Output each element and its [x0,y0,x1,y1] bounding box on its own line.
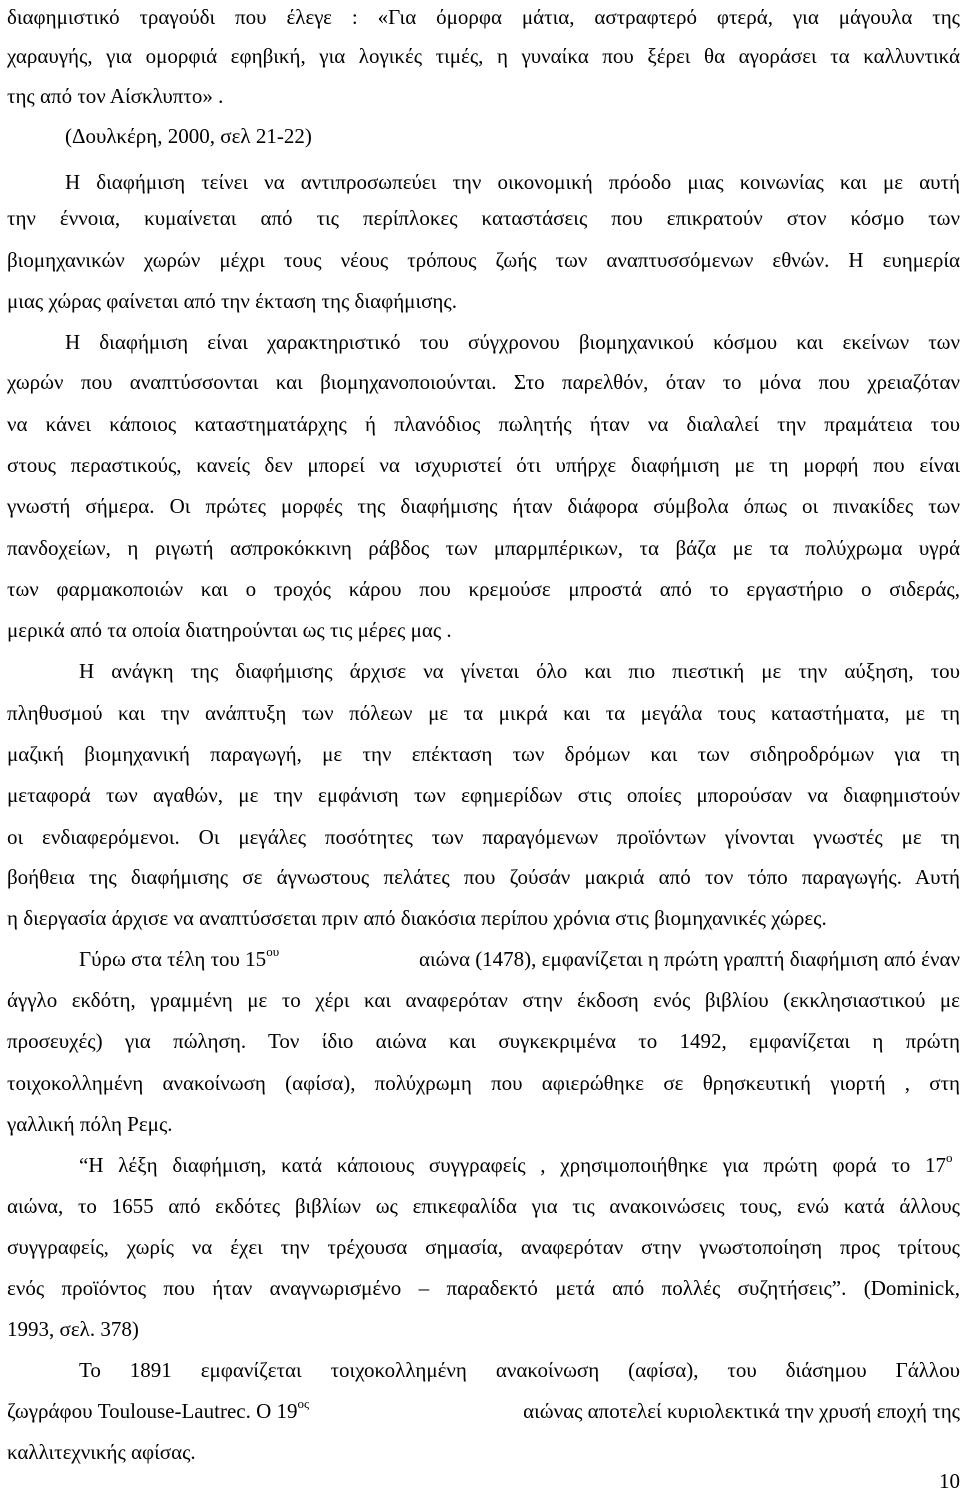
line-start: Γύρω στα τέλη του $15^{o\upsilon}$ [79,944,280,971]
text-line [7,1398,960,1424]
text-line: μερικά από τα οποία διατηρούνται ως τις μέρες μας . [7,618,452,642]
text-line: η διεργασία άρχισε να αναπτύσσεται πριν από διακόσια περίπου χρόνια στις βιομηχανικές χώρες. [7,906,827,930]
text-line: Η ανάγκη της διαφήμισης άρχισε να γίνεται όλο και πιο πιεστική με την αύξηση, του [79,659,960,683]
text-line: γνωστή σήμερα. Οι πρώτες μορφές της διαφήμισης ήταν διάφορα σύμβολα όπως οι πινακίδες των [7,494,960,518]
text-line: μιας χώρας φαίνεται από την έκταση της διαφήμισης. [7,289,457,313]
text-line: συγγραφείς, χωρίς να έχει την τρέχουσα σημασία, αναφερόταν στην γνωστοποίηση προς τρίτους [7,1235,960,1259]
text-line: Η διαφήμιση τείνει να αντιπροσωπεύει την οικονομική πρόοδο μιας κοινωνίας και με αυτή [65,170,960,194]
line-end: αιώνα (1478), εμφανίζεται η πρώτη γραπτή διαφήμιση από έναν [418,947,960,971]
page-number: 10 [939,1469,960,1493]
text-line: Το 1891 εμφανίζεται τοιχοκολλημένη ανακοίνωση (αφίσα), του διάσημου Γάλλου [79,1358,960,1382]
text-line: οι ενδιαφερόμενοι. Οι μεγάλες ποσότητες των παραγόμενων προϊόντων γίνονται γνωστές με τη [7,825,960,849]
text-line: να κάνει κάποιος καταστηματάρχης ή πλανόδιος πωλητής ήταν να διαλαλεί την πραμάτεια του [7,412,960,436]
superscript: ου [266,944,280,959]
text-line: την έννοια, κυμαίνεται από τις περίπλοκες καταστάσεις που επικρατούν στον κόσμο των [7,206,960,230]
text-line: μεταφορά των αγαθών, με την εμφάνιση των εφημερίδων στις οποίες μπορούσαν να διαφημιστούν [7,783,960,807]
text-line: τοιχοκολλημένη ανακοίνωση (αφίσα), πολύχρωμη που αφιερώθηκε σε θρησκευτική γιορτή , στη [7,1071,960,1095]
text-line: της από τον Αίσκλυπτο» . [7,84,224,108]
line-start: ζωγράφου Toulouse-Lautrec. Ο $19^{o\varsigma}$ [7,1396,310,1423]
text-line: μαζική βιομηχανική παραγωγή, με την επέκταση των δρόμων και των σιδηροδρόμων για τη [7,742,960,766]
text-line: των φαρμακοποιών και ο τροχός κάρου που κρεμούσε μπροστά από το εργαστήριο ο σιδεράς, [7,577,960,601]
line-end: αιώνας αποτελεί κυριολεκτικά την χρυσή εποχή της [523,1399,960,1423]
text-line: Η διαφήμιση είναι χαρακτηριστικό του σύγχρονου βιομηχανικού κόσμου και εκείνων των [65,330,960,354]
text-line: χαραυγής, για ομορφιά εφηβική, για λογικές τιμές, η γυναίκα που ξέρει θα αγοράσει τα καλλυντικά [7,44,960,68]
text-line: “Η λέξη διαφήμιση, κατά κάποιους συγγραφείς , χρησιμοποιήθηκε για πρώτη φορά το $17^o$ [79,1150,953,1177]
citation: (Δουλκέρη, 2000, σελ 21-22) [65,124,312,148]
text-line: αιώνα, το 1655 από εκδότες βιβλίων ως επικεφαλίδα για τις ανακοινώσεις τους, ενώ κατά άλλους [7,1194,960,1218]
text-line: βιομηχανικών χωρών μέχρι τους νέους τρόπους ζωής των αναπτυσσόμενων εθνών. Η ευημερία [7,248,960,272]
text-line: πληθυσμού και την ανάπτυξη των πόλεων με τα μικρά και τα μεγάλα τους καταστήματα, με τη [7,701,960,725]
text-line: προσευχές) για πώληση. Τον ίδιο αιώνα και συγκεκριμένα το 1492, εμφανίζεται η πρώτη [7,1029,960,1053]
text-line [79,946,960,972]
text-line: άγγλο εκδότη, γραμμένη με το χέρι και αναφερόταν στην έκδοση ενός βιβλίου (εκκλησιαστικού με [7,988,960,1012]
text-line: 1993, σελ. 378) [7,1317,139,1341]
text-line: πανδοχείων, η ριγωτή ασπροκόκκινη ράβδος των μπαρμπέρικων, τα βάζα με τα πολύχρωμα υγρά [7,536,960,560]
text-line: διαφημιστικό τραγούδι που έλεγε : «Για όμορφα μάτια, αστραφτερό φτερά, για μάγουλα της [7,5,960,29]
text-line: καλλιτεχνικής αφίσας. [7,1440,196,1464]
text-line: χωρών που αναπτύσσονται και βιομηχανοποιούνται. Στο παρελθόν, όταν το μόνα που χρειαζόταν [7,370,960,394]
text-line: γαλλική πόλη Ρεμς. [7,1112,173,1136]
superscript: ο [946,1150,953,1165]
text-line: στους περαστικούς, κανείς δεν μπορεί να ισχυριστεί ότι υπήρχε διαφήμιση με τη μορφή που είναι [7,453,960,477]
text-line: ενός προϊόντος που ήταν αναγνωρισμένο – παραδεκτό μετά από πολλές συζητήσεις”. (Dominick, [7,1276,960,1300]
superscript: ος [297,1396,310,1411]
text-line: βοήθεια της διαφήμισης σε άγνωστους πελάτες που ζούσάν μακριά από τον τόπο παραγωγής. Αυτή [7,865,960,889]
